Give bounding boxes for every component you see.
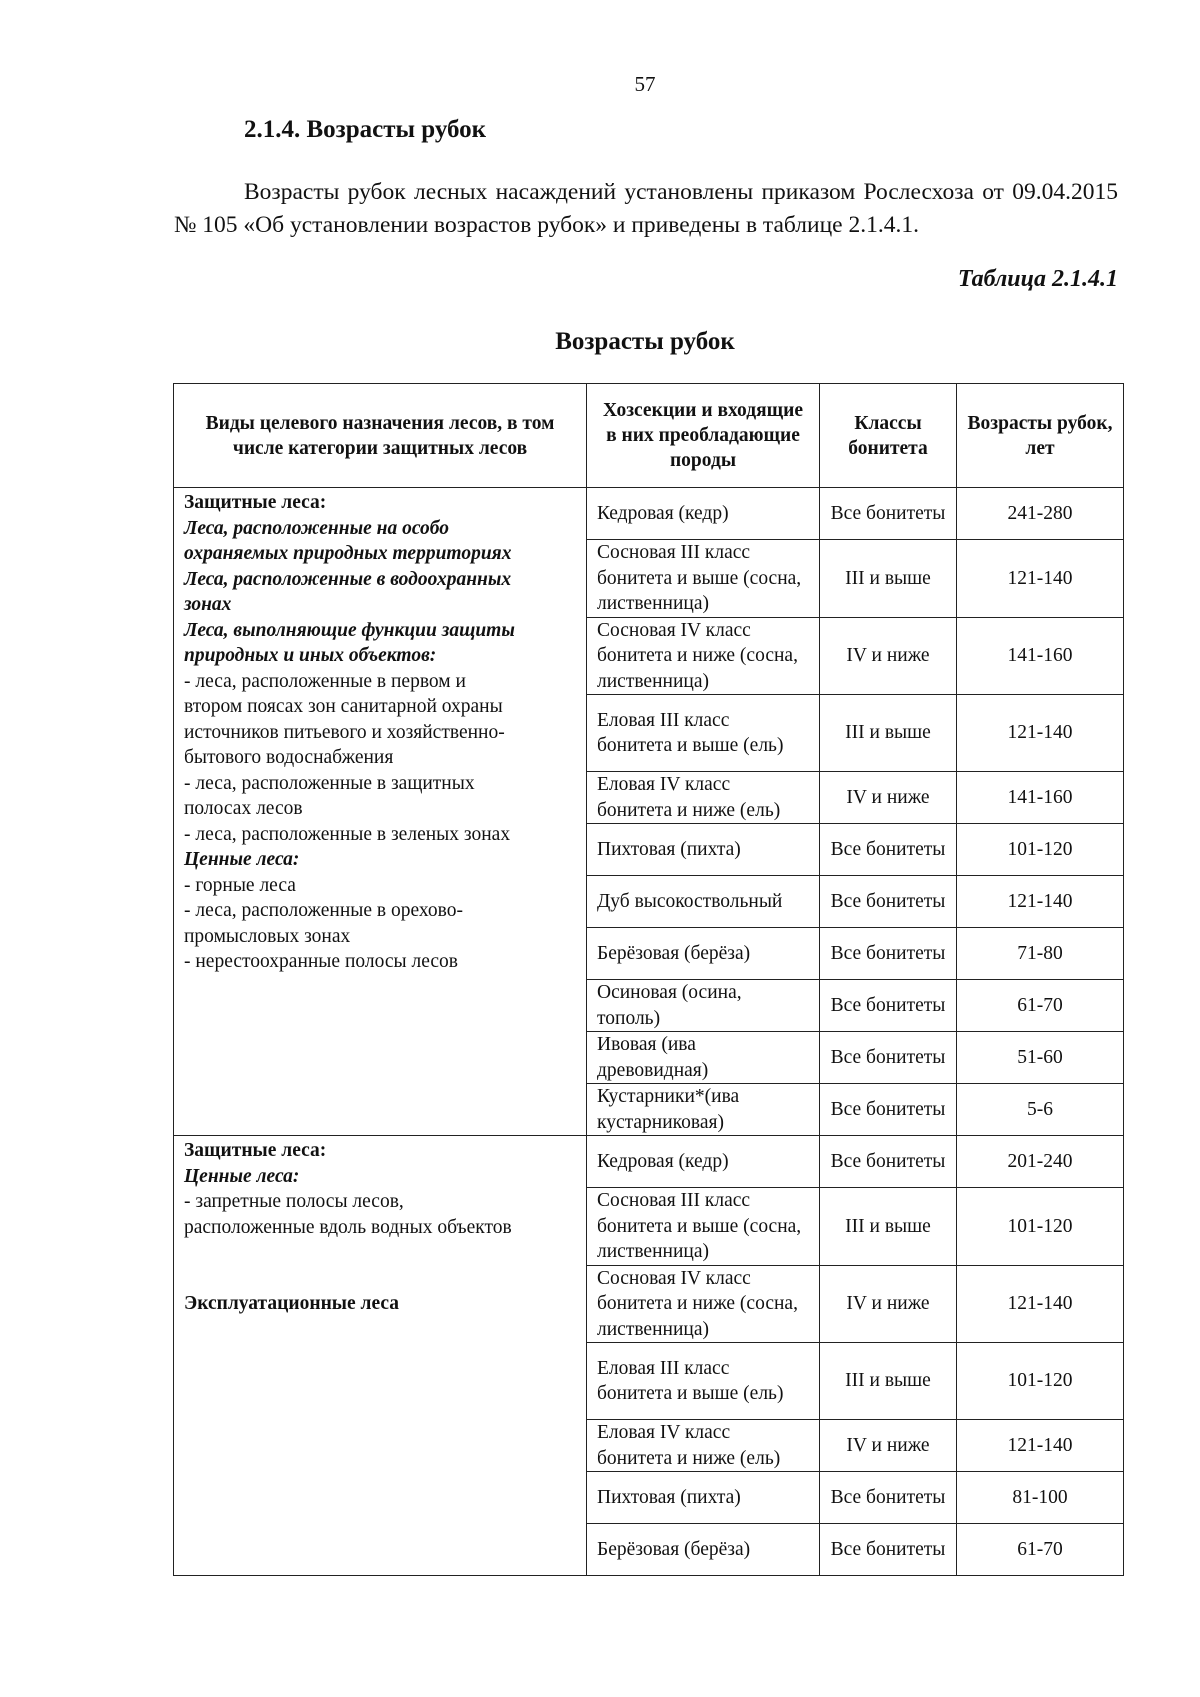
section-cell: Осиновая (осина, тополь) bbox=[587, 980, 820, 1032]
purpose-line: природных и иных объектов: bbox=[184, 645, 437, 666]
age-cell: 201-240 bbox=[957, 1136, 1124, 1188]
age-cell: 101-120 bbox=[957, 1188, 1124, 1266]
page-number: 57 bbox=[634, 72, 656, 96]
section-cell: Сосновая IV класс бонитета и ниже (сосна, лиственница) bbox=[587, 617, 820, 695]
class-cell: IV и ниже bbox=[820, 617, 957, 695]
purpose-line: Защитные леса: bbox=[184, 1140, 327, 1161]
age-cell: 51-60 bbox=[957, 1032, 1124, 1084]
section-cell: Сосновая IV класс бонитета и ниже (сосна, лиственница) bbox=[587, 1265, 820, 1343]
purpose-line: - леса, расположенные в защитных bbox=[184, 772, 475, 794]
purpose-line: Ценные леса: bbox=[184, 1165, 300, 1187]
class-cell: III и выше bbox=[820, 540, 957, 618]
intro-text: Возрасты рубок лесных насаждений установлены приказом Рослесхоза от 09.04.2015 № 105 «Об установлении возрастов рубок» и приведены в таблице 2.1.4.1. bbox=[174, 179, 1118, 238]
purpose-line: - горные леса bbox=[184, 874, 296, 896]
class-cell: Все бонитеты bbox=[820, 1472, 957, 1524]
age-cell: 71-80 bbox=[957, 928, 1124, 980]
purpose-line: расположенные вдоль водных объектов bbox=[184, 1216, 512, 1238]
age-cell: 121-140 bbox=[957, 1265, 1124, 1343]
class-cell: Все бонитеты bbox=[820, 876, 957, 928]
purpose-line: - леса, расположенные в первом и bbox=[184, 670, 466, 692]
class-cell: Все бонитеты bbox=[820, 1084, 957, 1136]
class-cell: IV и ниже bbox=[820, 772, 957, 824]
section-cell: Сосновая III класс бонитета и выше (сосна, лиственница) bbox=[587, 1188, 820, 1266]
section-cell: Ивовая (ива древовидная) bbox=[587, 1032, 820, 1084]
section-cell: Еловая III класс бонитета и выше (ель) bbox=[587, 1343, 820, 1420]
class-cell: Все бонитеты bbox=[820, 1136, 957, 1188]
age-cell: 121-140 bbox=[957, 1420, 1124, 1472]
table-caption: Таблица 2.1.4.1 bbox=[957, 266, 1118, 292]
table-header-row bbox=[174, 384, 1124, 488]
class-cell: Все бонитеты bbox=[820, 1524, 957, 1576]
header-sections: Хозсекции и входящие в них преобладающие породы bbox=[587, 384, 820, 488]
header-forest-purpose: Виды целевого назначения лесов, в том числе категории защитных лесов bbox=[174, 384, 587, 488]
section-cell: Пихтовая (пихта) bbox=[587, 824, 820, 876]
header-bonitet-classes: Классы бонитета bbox=[820, 384, 957, 488]
age-cell: 241-280 bbox=[957, 488, 1124, 540]
age-cell: 121-140 bbox=[957, 695, 1124, 772]
purpose-line: - нерестоохранные полосы лесов bbox=[184, 951, 458, 972]
section-cell: Дуб высокоствольный bbox=[587, 876, 820, 928]
age-cell: 61-70 bbox=[957, 1524, 1124, 1576]
class-cell: Все бонитеты bbox=[820, 928, 957, 980]
class-cell: Все бонитеты bbox=[820, 488, 957, 540]
age-cell: 121-140 bbox=[957, 876, 1124, 928]
section-cell: Берёзовая (берёза) bbox=[587, 1524, 820, 1576]
purpose-line: Леса, выполняющие функции защиты bbox=[184, 619, 515, 641]
age-cell: 5-6 bbox=[957, 1084, 1124, 1136]
class-cell: Все бонитеты bbox=[820, 980, 957, 1032]
class-cell: IV и ниже bbox=[820, 1265, 957, 1343]
class-cell: III и выше bbox=[820, 1343, 957, 1420]
purpose-line: - леса, расположенные в орехово- bbox=[184, 900, 463, 921]
class-cell: III и выше bbox=[820, 695, 957, 772]
cutting-ages-table bbox=[173, 383, 1124, 1576]
section-cell: Еловая IV класс бонитета и ниже (ель) bbox=[587, 1420, 820, 1472]
purpose-line: бытового водоснабжения bbox=[184, 747, 394, 768]
purpose-line: полосах лесов bbox=[184, 798, 303, 819]
purpose-line: зонах bbox=[184, 594, 232, 615]
class-cell: III и выше bbox=[820, 1188, 957, 1266]
class-cell: Все бонитеты bbox=[820, 1032, 957, 1084]
table-title: Возрасты рубок bbox=[555, 328, 735, 355]
age-cell: 141-160 bbox=[957, 617, 1124, 695]
purpose-line: Защитные леса: bbox=[184, 492, 327, 513]
purpose-line: - леса, расположенные в зеленых зонах bbox=[184, 823, 511, 845]
age-cell: 121-140 bbox=[957, 540, 1124, 618]
section-cell: Кедровая (кедр) bbox=[587, 1136, 820, 1188]
age-cell: 61-70 bbox=[957, 980, 1124, 1032]
purpose-line: охраняемых природных территориях bbox=[184, 543, 512, 564]
purpose-line: источников питьевого и хозяйственно- bbox=[184, 721, 505, 743]
section-cell: Кедровая (кедр) bbox=[587, 488, 820, 540]
table-row bbox=[174, 1136, 1124, 1188]
table-row bbox=[174, 488, 1124, 540]
purpose-line: Эксплуатационные леса bbox=[184, 1293, 400, 1314]
section-cell: Пихтовая (пихта) bbox=[587, 1472, 820, 1524]
section-cell: Сосновая III класс бонитета и выше (сосна, лиственница) bbox=[587, 540, 820, 618]
section-cell: Берёзовая (берёза) bbox=[587, 928, 820, 980]
section-cell: Еловая IV класс бонитета и ниже (ель) bbox=[587, 772, 820, 824]
purpose-line: промысловых зонах bbox=[184, 925, 351, 947]
class-cell: Все бонитеты bbox=[820, 824, 957, 876]
purpose-line: - запретные полосы лесов, bbox=[184, 1191, 404, 1212]
header-cutting-ages: Возрасты рубок, лет bbox=[957, 384, 1124, 488]
purpose-line: Ценные леса: bbox=[184, 849, 300, 870]
purpose-line: втором поясах зон санитарной охраны bbox=[184, 696, 503, 717]
age-cell: 101-120 bbox=[957, 1343, 1124, 1420]
purpose-line: Леса, расположенные на особо bbox=[184, 517, 449, 539]
age-cell: 81-100 bbox=[957, 1472, 1124, 1524]
section-cell: Кустарники*(ива кустарниковая) bbox=[587, 1084, 820, 1136]
class-cell: IV и ниже bbox=[820, 1420, 957, 1472]
intro-paragraph bbox=[174, 176, 1118, 242]
section-cell: Еловая III класс бонитета и выше (ель) bbox=[587, 695, 820, 772]
age-cell: 101-120 bbox=[957, 824, 1124, 876]
forest-purpose-cell-1 bbox=[174, 488, 587, 1136]
section-heading: 2.1.4. Возрасты рубок bbox=[244, 116, 487, 143]
forest-purpose-cell-2 bbox=[174, 1136, 587, 1576]
spacer bbox=[184, 1240, 576, 1291]
age-cell: 141-160 bbox=[957, 772, 1124, 824]
purpose-line: Леса, расположенные в водоохранных bbox=[184, 568, 512, 590]
